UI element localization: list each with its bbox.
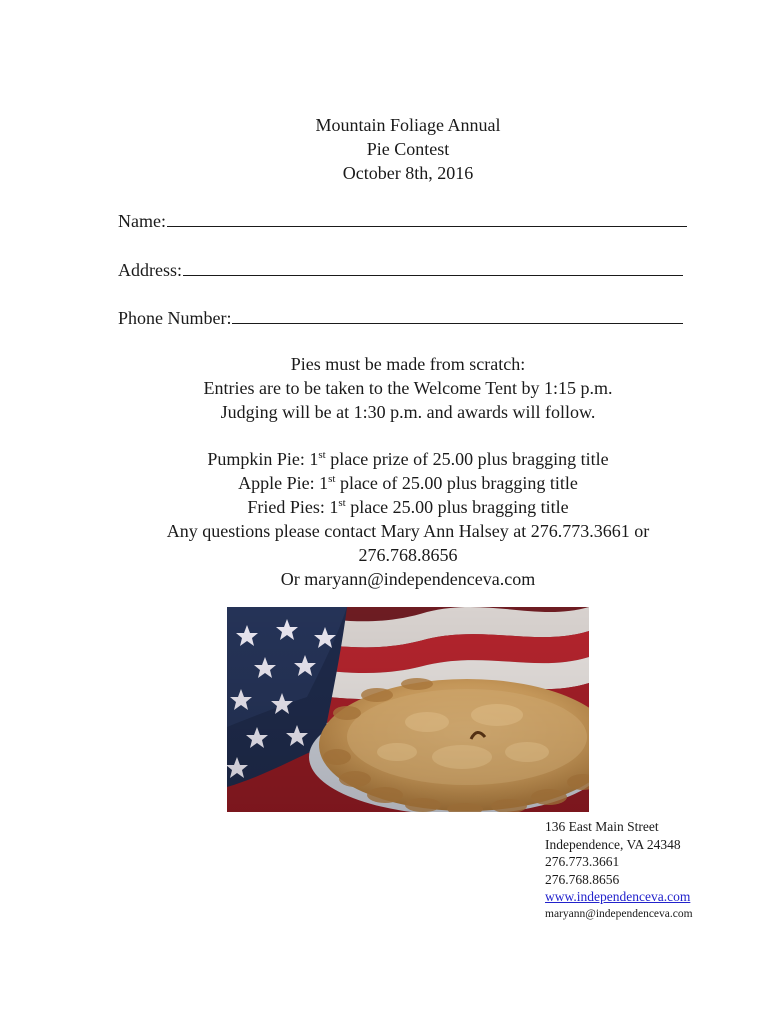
contact-line-3: Or maryann@independenceva.com	[280, 569, 536, 589]
email-address: maryann@independenceva.com	[545, 907, 693, 920]
phone-label: Phone Number:	[118, 308, 232, 328]
pie-flag-photo	[227, 607, 589, 812]
contest-title	[0, 113, 770, 185]
contest-date: October 8th, 2016	[342, 163, 474, 183]
ordinal-suffix: st	[338, 497, 346, 509]
address-field[interactable]	[118, 257, 683, 282]
prize-fried-detail: place 25.00 plus bragging title	[345, 497, 569, 517]
contact-line-2: 276.768.8656	[358, 545, 458, 565]
prize-fried-text: Fried Pies: 1	[247, 497, 339, 517]
rule-line-1: Pies must be made from scratch:	[290, 354, 526, 374]
rule-line-2: Entries are to be taken to the Welcome Tent by 1:15 p.m.	[203, 378, 613, 398]
ordinal-suffix: st	[328, 473, 336, 485]
website-link[interactable]: www.independenceva.com	[545, 889, 691, 904]
footer-address	[545, 818, 745, 923]
prize-pumpkin	[0, 447, 770, 471]
contest-rules	[0, 352, 770, 424]
ordinal-suffix: st	[318, 449, 326, 461]
title-line-2: Pie Contest	[366, 139, 450, 159]
contact-info	[130, 519, 686, 591]
phone-blank-line[interactable]	[232, 305, 683, 324]
pie-flag-illustration	[227, 607, 589, 812]
street-address: 136 East Main Street	[545, 819, 659, 834]
prize-pumpkin-text: Pumpkin Pie: 1	[207, 449, 319, 469]
city-state-zip: Independence, VA 24348	[545, 836, 681, 852]
address-label: Address:	[118, 260, 182, 280]
phone-2: 276.768.8656	[545, 871, 620, 887]
prize-apple-text: Apple Pie: 1	[238, 473, 329, 493]
name-blank-line[interactable]	[167, 208, 687, 227]
prize-pumpkin-detail: place prize of 25.00 plus bragging title	[325, 449, 609, 469]
address-blank-line[interactable]	[183, 257, 683, 276]
name-label: Name:	[118, 211, 166, 231]
prize-apple-detail: place of 25.00 plus bragging title	[335, 473, 578, 493]
phone-1: 276.773.3661	[545, 854, 620, 869]
title-line-1: Mountain Foliage Annual	[315, 115, 501, 135]
rule-line-3: Judging will be at 1:30 p.m. and awards will follow.	[220, 402, 596, 422]
contact-line-1: Any questions please contact Mary Ann Halsey at 276.773.3661 or	[166, 521, 650, 541]
prize-apple	[0, 471, 770, 495]
name-field[interactable]	[118, 208, 687, 233]
phone-field[interactable]	[118, 305, 683, 330]
prize-list	[0, 447, 770, 519]
prize-fried	[0, 495, 770, 519]
